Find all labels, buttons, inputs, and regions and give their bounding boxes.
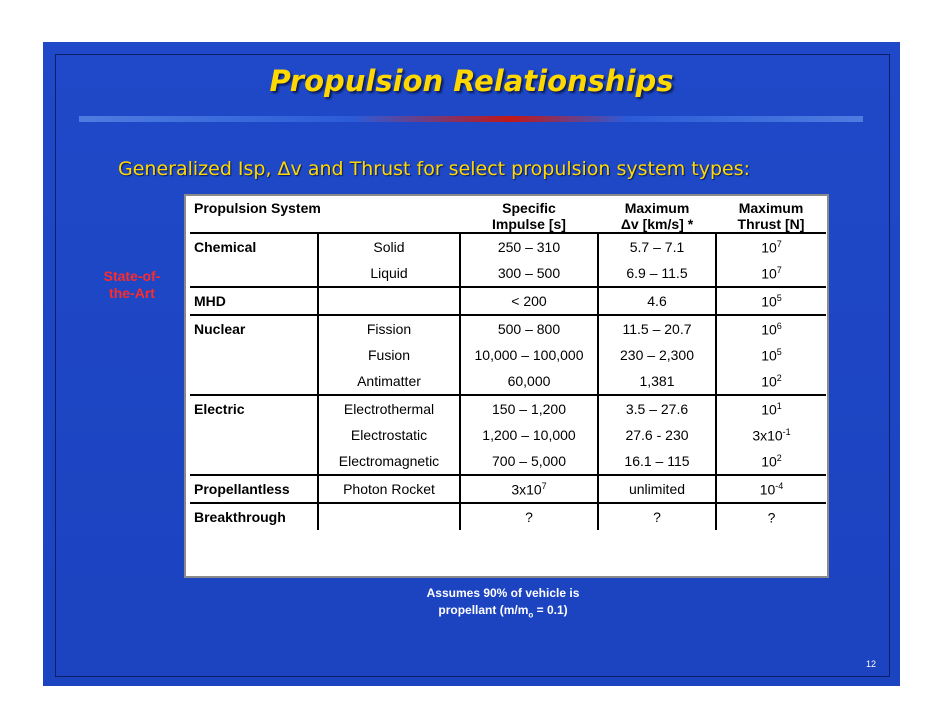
row-thrust [716,315,826,342]
thrust-base: 10 [761,265,777,282]
row-dv: ? [598,503,716,530]
thrust-base: 10 [759,481,776,498]
row-isp: 500 – 800 [460,315,598,342]
row-dv: 230 – 2,300 [598,342,716,368]
row-subtype: Electrostatic [318,422,460,448]
thrust-exp: 6 [776,320,782,331]
row-subtype [318,287,460,315]
row-isp: 1,200 – 10,000 [460,422,598,448]
row-subtype: Solid [318,233,460,260]
row-category [190,422,318,448]
thrust-exp: 2 [776,452,782,463]
row-thrust [716,260,826,287]
table-row [190,422,826,448]
row-category: Electric [190,395,318,422]
row-subtype: Electromagnetic [318,448,460,475]
row-dv: 11.5 – 20.7 [598,315,716,342]
isp-base: 3x10 [511,481,542,498]
row-isp: 300 – 500 [460,260,598,287]
row-category [190,260,318,287]
thrust-base: 10 [761,321,777,338]
row-dv: 6.9 – 11.5 [598,260,716,287]
row-thrust [716,342,826,368]
slide-subtitle: Generalized Isp, Δv and Thrust for select propulsion system types: [118,158,750,180]
row-thrust [716,395,826,422]
thrust-base: ? [767,509,776,526]
isp-exp: 7 [541,480,547,491]
propulsion-table-box [184,194,829,578]
row-isp: 60,000 [460,368,598,395]
table-row [190,448,826,475]
row-thrust [716,287,826,315]
row-isp: < 200 [460,287,598,315]
header-dv-line1: Maximum [624,200,690,216]
row-subtype: Fission [318,315,460,342]
thrust-base: 3x10 [752,427,783,444]
row-subtype: Liquid [318,260,460,287]
header-system: Propulsion System [194,200,321,216]
row-thrust [716,233,826,260]
row-category: Breakthrough [190,503,318,530]
row-category [190,342,318,368]
thrust-exp: 7 [776,264,782,275]
row-thrust [716,448,826,475]
row-isp [460,475,598,503]
table-row [190,287,826,315]
row-subtype: Fusion [318,342,460,368]
row-category: Propellantless [190,475,318,503]
row-dv: 4.6 [598,287,716,315]
row-subtype [318,503,460,530]
slide-title: Propulsion Relationships [269,64,674,98]
row-category: Chemical [190,233,318,260]
header-isp-line2: Impulse [s] [492,216,566,232]
row-thrust [716,475,826,503]
table-row [190,475,826,503]
row-dv: 1,381 [598,368,716,395]
footnote-subscript: o [528,610,534,620]
header-thrust [716,200,826,233]
row-thrust [716,368,826,395]
header-isp [460,200,598,233]
table-row [190,260,826,287]
row-dv: 27.6 - 230 [598,422,716,448]
row-isp: 250 – 310 [460,233,598,260]
footnote-line1: Assumes 90% of vehicle is [426,586,580,600]
propulsion-table [190,200,826,530]
thrust-exp: 5 [776,346,782,357]
header-dv-line2: Δv [km/s] * [620,216,694,232]
row-category [190,368,318,395]
row-subtype: Antimatter [318,368,460,395]
side-label-line-1: State-of- [103,268,161,284]
table-row [190,503,826,530]
footnote [413,585,593,623]
thrust-base: 10 [761,373,777,390]
footnote-line2-start: propellant (m/m [438,603,529,617]
header-dv [598,200,716,233]
header-isp-line1: Specific [502,200,556,216]
thrust-base: 10 [761,347,777,364]
table-header-row [190,200,826,233]
row-isp: 150 – 1,200 [460,395,598,422]
header-thrust-line2: Thrust [N] [737,216,805,232]
thrust-base: 10 [761,293,777,310]
thrust-exp: -1 [782,426,791,437]
table-row [190,395,826,422]
thrust-exp: 7 [776,238,782,249]
row-category: MHD [190,287,318,315]
state-of-the-art-label [97,268,167,302]
side-label-line-2: the-Art [109,285,155,301]
thrust-base: 10 [761,401,777,418]
thrust-base: 10 [761,453,777,470]
table-row [190,315,826,342]
table-row [190,233,826,260]
row-dv: 3.5 – 27.6 [598,395,716,422]
row-category [190,448,318,475]
thrust-exp: 2 [776,372,782,383]
row-category: Nuclear [190,315,318,342]
row-dv: 16.1 – 115 [598,448,716,475]
row-isp: ? [460,503,598,530]
thrust-exp: 5 [776,292,782,303]
title-underline [79,116,863,122]
row-thrust [716,503,826,530]
thrust-base: 10 [761,239,777,256]
page-number: 12 [865,659,876,669]
row-isp: 700 – 5,000 [460,448,598,475]
row-thrust [716,422,826,448]
footnote-line2 [413,602,593,623]
slide [43,42,900,686]
row-subtype: Photon Rocket [318,475,460,503]
row-isp: 10,000 – 100,000 [460,342,598,368]
table-row [190,342,826,368]
footnote-line2-end: = 0.1) [533,603,568,617]
table-row [190,368,826,395]
row-subtype: Electrothermal [318,395,460,422]
row-dv: unlimited [598,475,716,503]
thrust-exp: 1 [776,400,782,411]
header-thrust-line1: Maximum [738,200,804,216]
thrust-exp: -4 [775,480,784,491]
row-dv: 5.7 – 7.1 [598,233,716,260]
